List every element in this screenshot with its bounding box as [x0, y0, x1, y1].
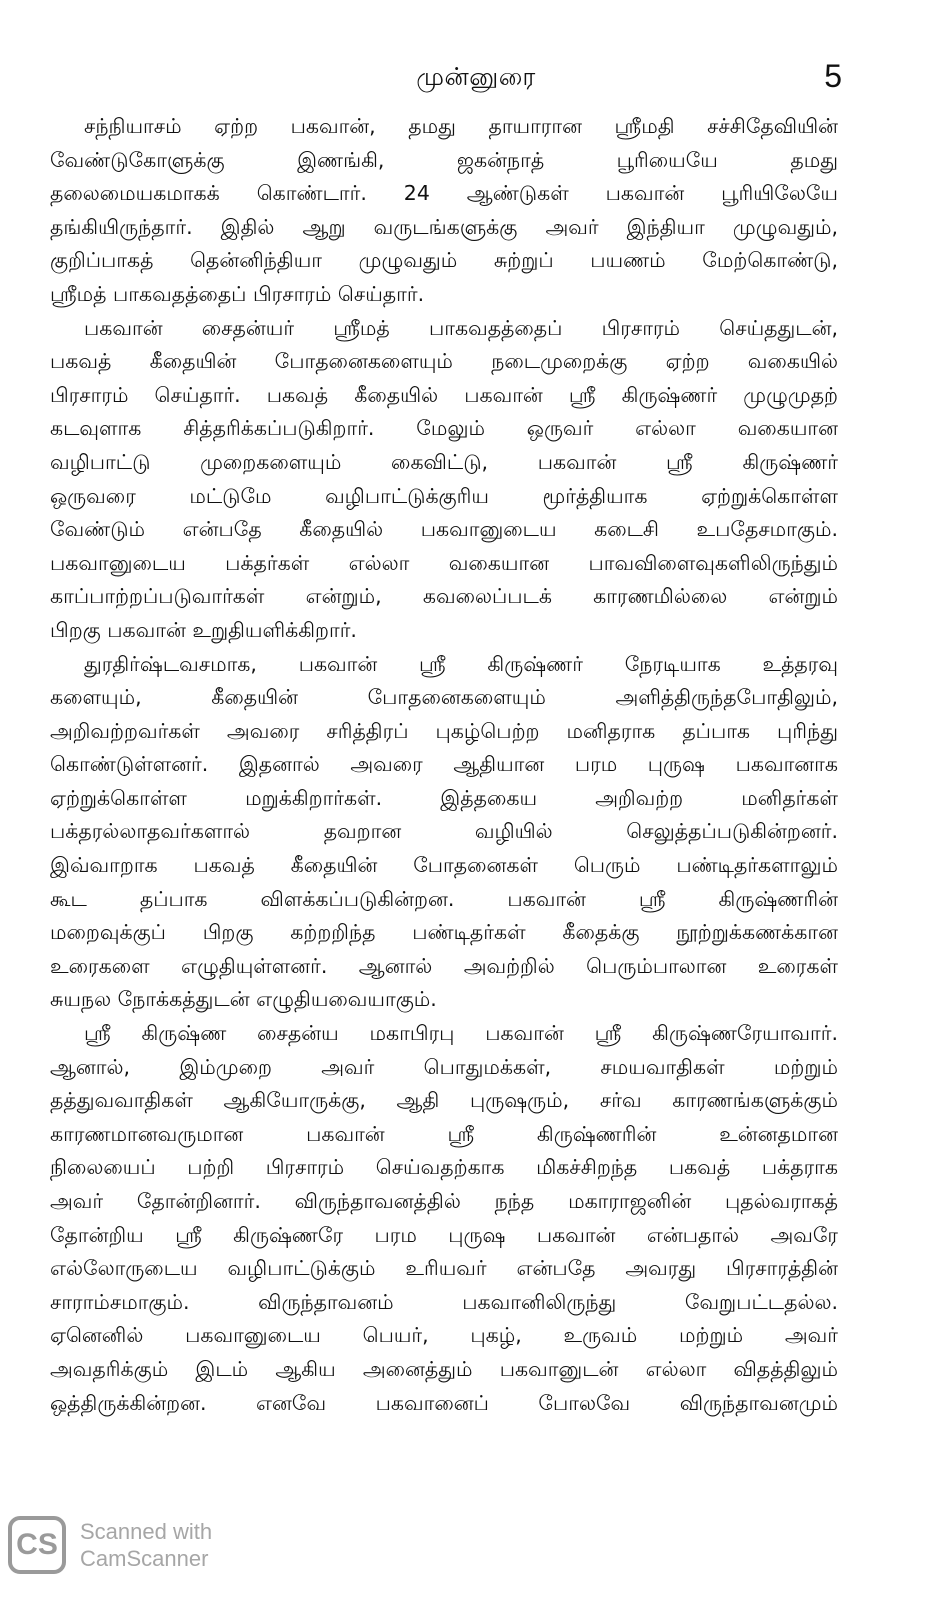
text-line: ஸ்ரீ கிருஷ்ண சைதன்ய மகாபிரபு பகவான் ஸ்ரீ கிருஷ்ணரேயாவார்.: [84, 1021, 838, 1046]
text-line: இவ்வாறாக பகவத் கீதையின் போதனைகள் பெரும் பண்டிதர்களாலும்: [50, 853, 838, 878]
paragraph: [50, 648, 838, 1018]
watermark-line-2: CamScanner: [80, 1546, 209, 1571]
text-line: ஒருவரை மட்டுமே வழிபாட்டுக்குரிய மூர்த்தியாக ஏற்றுக்கொள்ள: [50, 483, 838, 508]
text-line: நிலையைப் பற்றி பிரசாரம் செய்வதற்காக மிகச்சிறந்த பகவத் பக்தராக: [50, 1155, 838, 1180]
paragraph: [50, 312, 838, 648]
text-line: சந்நியாசம் ஏற்ற பகவான், தமது தாயாரான ஸ்ரீமதி சச்சிதேவியின்: [84, 114, 838, 138]
text-line: களையும், கீதையின் போதனைகளையும் அளித்திருந்தபோதிலும்,: [50, 685, 838, 710]
camscanner-watermark: [8, 1516, 248, 1578]
text-line: ஏற்றுக்கொள்ள மறுக்கிறார்கள். இத்தகைய அறிவற்ற மனிதர்கள்: [50, 785, 838, 810]
text-line: கடவுளாக சித்தரிக்கப்படுகிறார். மேலும் ஒருவர் எல்லா வகையான: [50, 416, 838, 441]
text-line: அவர் தோன்றினார். விருந்தாவனத்தில் நந்த மகாராஜனின் புதல்வராகத்: [50, 1189, 838, 1213]
text-line: காரணமானவருமான பகவான் ஸ்ரீ கிருஷ்ணரின் உன்னதமான: [50, 1121, 838, 1146]
text-line: பக்தரல்லாதவர்களால் தவறான வழியில் செலுத்தப்படுகின்றனர்.: [50, 819, 838, 844]
text-line: பிரசாரம் செய்தார். பகவத் கீதையில் பகவான் ஸ்ரீ கிருஷ்ணர் முழுமுதற்: [50, 382, 838, 407]
text-line: வழிபாட்டு முறைகளையும் கைவிட்டு, பகவான் ஸ்ரீ கிருஷ்ணர்: [50, 449, 838, 474]
paragraph: [50, 1017, 838, 1420]
text-line: ஸ்ரீமத் பாகவதத்தைப் பிரசாரம் செய்தார்.: [50, 281, 425, 306]
text-line: துரதிர்ஷ்டவசமாக, பகவான் ஸ்ரீ கிருஷ்ணர் நேரடியாக உத்தரவு: [84, 651, 838, 676]
text-line: மறைவுக்குப் பிறகு கற்றறிந்த பண்டிதர்கள் கீதைக்கு நூற்றுக்கணக்கான: [50, 920, 838, 945]
watermark-line-1: Scanned with: [80, 1519, 213, 1544]
camscanner-logo-icon: CS: [8, 1516, 66, 1574]
text-line: பகவான் சைதன்யர் ஸ்ரீமத் பாகவதத்தைப் பிரசாரம் செய்ததுடன்,: [84, 315, 838, 340]
text-line: எல்லோருடைய வழிபாட்டுக்கும் உரியவர் என்பதே அவரது பிரசாரத்தின்: [50, 1256, 838, 1281]
text-line: பகவானுடைய பக்தர்கள் எல்லா வகையான பாவவிளைவுகளிலிருந்தும்: [50, 550, 838, 575]
text-line: சாராம்சமாகும். விருந்தாவனம் பகவானிலிருந்து வேறுபட்டதல்ல.: [50, 1289, 838, 1314]
text-line: தலைமையகமாகக் கொண்டார். 24 ஆண்டுகள் பகவான் பூரியிலேயே: [50, 181, 838, 206]
paragraph: [50, 110, 838, 312]
text-line: ஏனெனில் பகவானுடைய பெயர், புகழ், உருவம் மற்றும் அவர்: [50, 1323, 838, 1348]
text-line: காப்பாற்றப்படுவார்கள் என்றும், கவலைப்படக் காரணமில்லை என்றும்: [50, 584, 838, 609]
text-line: தங்கியிருந்தார். இதில் ஆறு வருடங்களுக்கு அவர் இந்தியா முழுவதும்,: [50, 214, 838, 239]
text-line: அறிவற்றவர்கள் அவரை சரித்திரப் புகழ்பெற்ற மனிதராக தப்பாக புரிந்து: [50, 718, 838, 743]
text-line: அவதரிக்கும் இடம் ஆகிய அனைத்தும் பகவானுடன் எல்லா விதத்திலும்: [50, 1356, 838, 1381]
page-header: [0, 58, 952, 98]
running-title: முன்னுரை: [416, 62, 536, 91]
text-line: கூட தப்பாக விளக்கப்படுகின்றன. பகவான் ஸ்ரீ கிருஷ்ணரின்: [50, 886, 838, 911]
text-line: ஆனால், இம்முறை அவர் பொதுமக்கள், சமயவாதிகள் மற்றும்: [50, 1054, 838, 1079]
text-line: வேண்டும் என்பதே கீதையில் பகவானுடைய கடைசி உபதேசமாகும்.: [50, 517, 838, 542]
text-line: தத்துவவாதிகள் ஆகியோருக்கு, ஆதி புருஷரும், சர்வ காரணங்களுக்கும்: [50, 1088, 838, 1113]
text-line: ஒத்திருக்கின்றன. எனவே பகவானைப் போலவே விருந்தாவனமும்: [50, 1390, 838, 1415]
text-line: தோன்றிய ஸ்ரீ கிருஷ்ணரே பரம புருஷ பகவான் என்பதால் அவரே: [50, 1222, 838, 1247]
text-line: சுயநல நோக்கத்துடன் எழுதியவையாகும்.: [50, 987, 437, 1012]
text-line: வேண்டுகோளுக்கு இணங்கி, ஜகன்நாத் பூரியையே தமது: [50, 147, 838, 172]
text-line: குறிப்பாகத் தென்னிந்தியா முழுவதும் சுற்றுப் பயணம் மேற்கொண்டு,: [50, 248, 838, 273]
text-line: பகவத் கீதையின் போதனைகளையும் நடைமுறைக்கு ஏற்ற வகையில்: [50, 349, 838, 374]
page-number: 5: [824, 58, 842, 94]
text-line: பிறகு பகவான் உறுதியளிக்கிறார்.: [50, 617, 357, 642]
text-line: உரைகளை எழுதியுள்ளனர். ஆனால் அவற்றில் பெரும்பாலான உரைகள்: [50, 953, 838, 978]
body-text: [50, 110, 838, 1420]
text-line: கொண்டுள்ளனர். இதனால் அவரை ஆதியான பரம புருஷ பகவானாக: [50, 752, 838, 777]
watermark-text: [80, 1518, 212, 1572]
